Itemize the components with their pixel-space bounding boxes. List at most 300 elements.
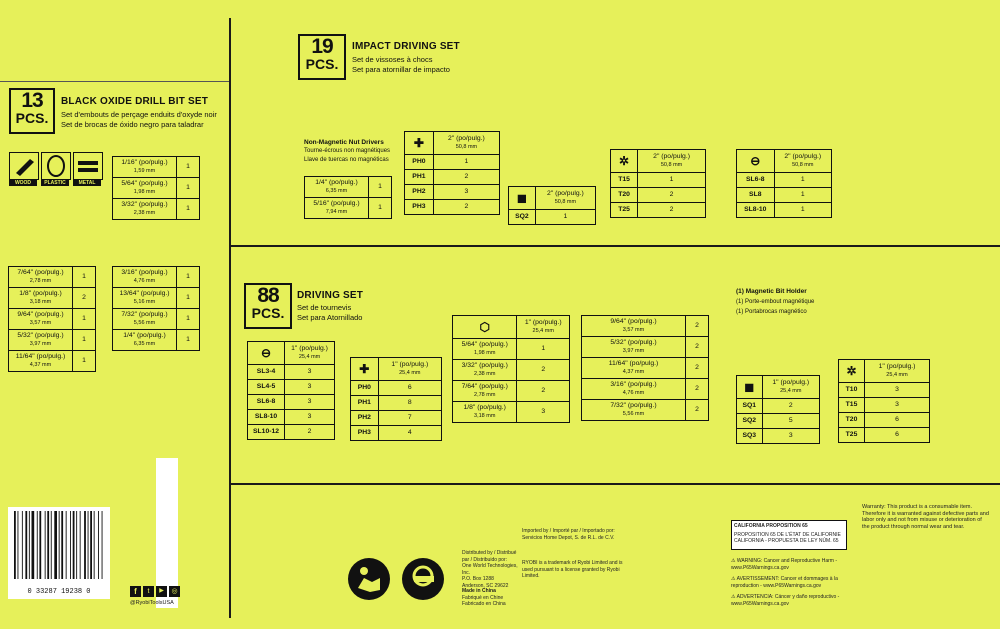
tip-label: T15 bbox=[611, 173, 638, 188]
drill-table-2 bbox=[8, 266, 96, 372]
social-icons bbox=[130, 586, 180, 597]
drill-title-es: Set de brocas de óxido negro para taladrar bbox=[61, 120, 204, 129]
length-label: 2" (po/pulg.) bbox=[448, 135, 485, 142]
phillips-icon: ✚ bbox=[351, 358, 379, 381]
length-label: 1" (po/pulg.) bbox=[878, 363, 916, 370]
size-cell bbox=[305, 177, 369, 198]
driving-ph-table bbox=[350, 357, 442, 441]
tip-label: PH3 bbox=[405, 200, 434, 215]
qty-cell: 8 bbox=[378, 396, 441, 411]
size-mm: 3,57 mm bbox=[622, 327, 645, 333]
size-mm: 4,37 mm bbox=[622, 369, 645, 375]
size-label: 1/4" (po/pulg.) bbox=[123, 332, 166, 339]
driving-title-es: Set para Atornillado bbox=[297, 313, 363, 322]
size-mm: 3,18 mm bbox=[29, 299, 52, 305]
drill-table-3 bbox=[112, 266, 200, 351]
instagram-icon[interactable]: ◎ bbox=[169, 586, 180, 597]
table-row bbox=[737, 414, 820, 429]
size-cell bbox=[453, 360, 517, 381]
material-icons bbox=[9, 152, 105, 192]
driving-t-table bbox=[838, 359, 930, 443]
tip-label: T15 bbox=[839, 398, 865, 413]
size-cell bbox=[113, 199, 177, 220]
qty-cell: 2 bbox=[686, 316, 709, 337]
importer-text: Imported by / Importé par / Importado por: Servicios Home Depot, S. de R.L. de C.V. bbox=[522, 528, 615, 541]
size-cell bbox=[305, 198, 369, 219]
length-header bbox=[378, 358, 441, 381]
nut-title-fr: Tourne-écrous non magnétiques bbox=[304, 148, 391, 154]
size-label: 1/8" (po/pulg.) bbox=[463, 404, 506, 411]
qty-cell: 3 bbox=[517, 402, 570, 423]
tip-label: SQ2 bbox=[509, 210, 536, 225]
nut-title-es: Llave de tuercas no magnéticas bbox=[304, 157, 389, 163]
size-label: 5/32" (po/pulg.) bbox=[610, 339, 657, 346]
length-mm: 25,4 mm bbox=[886, 372, 908, 378]
size-mm: 5,56 mm bbox=[622, 411, 645, 417]
table-row bbox=[305, 198, 392, 219]
qty-cell: 3 bbox=[865, 398, 930, 413]
length-label: 1" (po/pulg.) bbox=[524, 319, 562, 326]
plastic-icon bbox=[41, 152, 71, 180]
table-row bbox=[113, 330, 200, 351]
size-mm: 3,97 mm bbox=[622, 348, 645, 354]
length-mm: 25,4 mm bbox=[532, 328, 554, 334]
tip-label: PH0 bbox=[351, 381, 379, 396]
qty-cell: 3 bbox=[285, 410, 335, 425]
prop65-warning: ⚠ WARNING: Cancer and Reproductive Harm - www.P65Warnings.ca.gov ⚠ AVERTISSEMENT: Cancer et dommages à la reproduction - www.P65Warnings.ca.gov ⚠ ADVERTENCIA: Cáncer y daño reproductivo - www.P65Warnings.ca.gov bbox=[731, 558, 840, 607]
length-header bbox=[535, 187, 595, 210]
holder-label: (1) Magnetic Bit Holder bbox=[736, 288, 807, 295]
driving-hex-table-1 bbox=[452, 315, 570, 423]
qty-cell: 1 bbox=[774, 173, 831, 188]
table-row bbox=[405, 155, 500, 170]
drill-pcs: PCS. bbox=[15, 110, 49, 126]
qty-cell: 1 bbox=[369, 198, 392, 219]
size-cell bbox=[9, 330, 73, 351]
table-header bbox=[611, 150, 706, 173]
divider-left bbox=[0, 81, 229, 82]
size-cell bbox=[113, 267, 177, 288]
qty-cell: 1 bbox=[73, 267, 96, 288]
qty-cell: 3 bbox=[433, 185, 499, 200]
size-cell bbox=[582, 337, 686, 358]
wood-icon bbox=[9, 152, 39, 180]
length-label: 1" (po/pulg.) bbox=[772, 379, 810, 386]
tip-label: SQ1 bbox=[737, 399, 763, 414]
made-in-block: Made in China Fabriqué en Chine Fabricado en China bbox=[462, 588, 506, 607]
size-mm: 7,94 mm bbox=[325, 209, 348, 215]
size-mm: 4,37 mm bbox=[29, 362, 52, 368]
square-icon: ◼ bbox=[737, 376, 763, 399]
qty-cell: 5 bbox=[762, 414, 819, 429]
table-header bbox=[509, 187, 596, 210]
tip-label: PH1 bbox=[405, 170, 434, 185]
table-row bbox=[453, 381, 570, 402]
tip-label: SL4-5 bbox=[248, 380, 285, 395]
table-row bbox=[9, 330, 96, 351]
qty-cell: 2 bbox=[73, 288, 96, 309]
length-mm: 25,4 mm bbox=[780, 388, 802, 394]
length-header bbox=[433, 132, 499, 155]
size-mm: 1,98 mm bbox=[133, 189, 156, 195]
torx-icon: ✲ bbox=[839, 360, 865, 383]
size-cell bbox=[453, 339, 517, 360]
hex-icon: ⬡ bbox=[453, 316, 517, 339]
size-mm: 5,16 mm bbox=[133, 299, 156, 305]
table-row bbox=[737, 429, 820, 444]
qty-cell: 6 bbox=[865, 428, 930, 443]
qty-cell: 2 bbox=[762, 399, 819, 414]
size-label: 9/64" (po/pulg.) bbox=[17, 311, 64, 318]
qty-cell: 2 bbox=[686, 358, 709, 379]
drill-count-box bbox=[9, 88, 55, 134]
nut-table bbox=[304, 176, 392, 219]
slotted-icon: ⊖ bbox=[248, 342, 285, 365]
qty-cell: 6 bbox=[378, 381, 441, 396]
slotted-icon: ⊖ bbox=[737, 150, 775, 173]
table-header bbox=[405, 132, 500, 155]
qty-cell: 2 bbox=[638, 188, 706, 203]
size-label: 11/64" (po/pulg.) bbox=[15, 353, 66, 360]
nut-title: Non-Magnetic Nut Drivers bbox=[304, 139, 384, 146]
table-row bbox=[248, 365, 335, 380]
size-cell bbox=[453, 402, 517, 423]
length-header bbox=[762, 376, 819, 399]
size-mm: 6,35 mm bbox=[325, 188, 348, 194]
size-label: 1/4" (po/pulg.) bbox=[315, 179, 358, 186]
table-row bbox=[509, 210, 596, 225]
size-label: 5/16" (po/pulg.) bbox=[313, 200, 360, 207]
tip-label: SL6-8 bbox=[248, 395, 285, 410]
impact-pcs: PCS. bbox=[305, 56, 339, 72]
qty-cell: 2 bbox=[433, 170, 499, 185]
qty-cell: 1 bbox=[177, 288, 200, 309]
table-row bbox=[248, 425, 335, 440]
table-row bbox=[9, 351, 96, 372]
size-mm: 3,57 mm bbox=[29, 320, 52, 326]
qty-cell: 1 bbox=[369, 177, 392, 198]
table-row bbox=[582, 379, 709, 400]
length-mm: 50,8 mm bbox=[660, 162, 683, 168]
driving-title-fr: Set de tournevis bbox=[297, 303, 352, 312]
table-row bbox=[582, 358, 709, 379]
table-row bbox=[453, 339, 570, 360]
facebook-icon[interactable]: f bbox=[130, 586, 141, 597]
divider-vertical bbox=[229, 18, 231, 618]
tip-label: SQ2 bbox=[737, 414, 763, 429]
tip-label: SL8-10 bbox=[737, 203, 775, 218]
table-row bbox=[248, 380, 335, 395]
holder-label-fr: (1) Porte-embout magnétique bbox=[736, 299, 815, 305]
driving-count-box bbox=[244, 283, 292, 329]
size-cell bbox=[9, 351, 73, 372]
size-label: 1/16" (po/pulg.) bbox=[121, 159, 168, 166]
table-row bbox=[839, 428, 930, 443]
table-row bbox=[611, 188, 706, 203]
impact-t-table bbox=[610, 149, 706, 218]
qty-cell: 2 bbox=[285, 425, 335, 440]
tip-label: T20 bbox=[839, 413, 865, 428]
qty-cell: 3 bbox=[285, 380, 335, 395]
table-row bbox=[611, 203, 706, 218]
size-cell bbox=[582, 358, 686, 379]
table-row bbox=[113, 199, 200, 220]
size-cell bbox=[113, 178, 177, 199]
length-label: 2" (po/pulg.) bbox=[784, 153, 822, 160]
table-row bbox=[9, 288, 96, 309]
qty-cell: 6 bbox=[865, 413, 930, 428]
size-label: 13/64" (po/pulg.) bbox=[119, 290, 170, 297]
table-row bbox=[405, 185, 500, 200]
impact-sq-table bbox=[508, 186, 596, 225]
barcode-digits: 0 33287 19238 0 bbox=[27, 588, 91, 596]
phillips-icon: ✚ bbox=[405, 132, 434, 155]
table-row bbox=[305, 177, 392, 198]
twitter-icon[interactable]: t bbox=[143, 586, 154, 597]
qty-cell: 1 bbox=[177, 178, 200, 199]
warning-triangle-icon: ⚠ bbox=[731, 594, 736, 600]
qty-cell: 2 bbox=[517, 381, 570, 402]
length-header bbox=[517, 316, 570, 339]
qty-cell: 3 bbox=[762, 429, 819, 444]
table-row bbox=[453, 402, 570, 423]
qty-cell: 1 bbox=[73, 309, 96, 330]
driving-sl-table bbox=[247, 341, 335, 440]
table-row bbox=[453, 360, 570, 381]
qty-cell: 2 bbox=[517, 360, 570, 381]
impact-sl-table bbox=[736, 149, 832, 218]
qty-cell: 2 bbox=[686, 379, 709, 400]
table-header bbox=[453, 316, 570, 339]
tip-label: PH3 bbox=[351, 426, 379, 441]
size-label: 1/8" (po/pulg.) bbox=[19, 290, 62, 297]
qty-cell: 1 bbox=[638, 173, 706, 188]
size-label: 7/32" (po/pulg.) bbox=[610, 402, 657, 409]
size-label: 3/16" (po/pulg.) bbox=[610, 381, 657, 388]
table-row bbox=[839, 398, 930, 413]
table-row bbox=[9, 267, 96, 288]
table-header bbox=[737, 376, 820, 399]
qty-cell: 1 bbox=[774, 203, 831, 218]
driving-sq-table bbox=[736, 375, 820, 444]
tip-label: T20 bbox=[611, 188, 638, 203]
length-mm: 50,8 mm bbox=[792, 162, 814, 168]
qty-cell: 1 bbox=[517, 339, 570, 360]
qty-cell: 2 bbox=[433, 200, 499, 215]
barcode bbox=[8, 507, 110, 599]
table-row bbox=[351, 381, 442, 396]
length-mm: 50,8 mm bbox=[554, 199, 577, 205]
table-row bbox=[737, 203, 832, 218]
length-mm: 25,4 mm bbox=[399, 370, 421, 376]
size-label: 9/64" (po/pulg.) bbox=[610, 318, 657, 325]
length-mm: 25,4 mm bbox=[298, 354, 321, 360]
youtube-icon[interactable]: ▶ bbox=[156, 586, 167, 597]
drill-title-fr: Set d'embouts de perçage enduits d'oxyde noir bbox=[61, 110, 217, 119]
size-cell bbox=[582, 316, 686, 337]
tip-label: PH1 bbox=[351, 396, 379, 411]
social-handle: @RyobiToolsUSA bbox=[130, 600, 174, 606]
table-row bbox=[113, 288, 200, 309]
size-mm: 2,38 mm bbox=[474, 371, 496, 377]
qty-cell: 1 bbox=[177, 157, 200, 178]
tip-label: T25 bbox=[839, 428, 865, 443]
table-row bbox=[351, 426, 442, 441]
size-mm: 2,38 mm bbox=[133, 210, 156, 216]
table-row bbox=[839, 413, 930, 428]
length-header bbox=[865, 360, 930, 383]
eye-protection-icon bbox=[402, 558, 444, 600]
table-row bbox=[248, 395, 335, 410]
tip-label: SL8-10 bbox=[248, 410, 285, 425]
qty-cell: 1 bbox=[433, 155, 499, 170]
table-row bbox=[405, 170, 500, 185]
qty-cell: 1 bbox=[73, 330, 96, 351]
read-manual-icon bbox=[348, 558, 390, 600]
size-label: 7/64" (po/pulg.) bbox=[461, 383, 508, 390]
table-row bbox=[737, 188, 832, 203]
size-mm: 2,78 mm bbox=[474, 392, 496, 398]
length-label: 2" (po/pulg.) bbox=[547, 190, 584, 197]
trademark-text: RYOBI is a trademark of Ryobi Limited and is used pursuant to a license granted by Ryobi Limited. bbox=[522, 560, 623, 579]
size-cell bbox=[582, 400, 686, 421]
size-cell bbox=[113, 330, 177, 351]
length-header bbox=[285, 342, 335, 365]
tip-label: PH2 bbox=[405, 185, 434, 200]
size-cell bbox=[9, 267, 73, 288]
driving-title: DRIVING SET bbox=[297, 290, 364, 301]
length-mm: 50,8 mm bbox=[455, 144, 478, 150]
distributor-block: Distributed by / Distribué par / Distribuido por: One World Technologies, Inc. P.O. Box 1288 Anderson, SC 29622 bbox=[462, 550, 518, 589]
table-header bbox=[351, 358, 442, 381]
length-label: 1" (po/pulg.) bbox=[291, 345, 328, 352]
table-row bbox=[113, 178, 200, 199]
qty-cell: 2 bbox=[638, 203, 706, 218]
table-row bbox=[582, 316, 709, 337]
tip-label: SL10-12 bbox=[248, 425, 285, 440]
tip-label: T25 bbox=[611, 203, 638, 218]
drill-table-1 bbox=[112, 156, 200, 220]
impact-count: 19 bbox=[311, 35, 333, 58]
drill-title: BLACK OXIDE DRILL BIT SET bbox=[61, 96, 209, 107]
size-label: 3/32" (po/pulg.) bbox=[121, 201, 168, 208]
size-cell bbox=[9, 288, 73, 309]
qty-cell: 2 bbox=[686, 400, 709, 421]
size-label: 5/32" (po/pulg.) bbox=[17, 332, 64, 339]
plastic-label: PLASTIC bbox=[41, 180, 69, 186]
qty-cell: 2 bbox=[686, 337, 709, 358]
size-mm: 1,59 mm bbox=[133, 168, 156, 174]
qty-cell: 1 bbox=[535, 210, 595, 225]
size-label: 3/32" (po/pulg.) bbox=[461, 362, 508, 369]
length-header bbox=[774, 150, 831, 173]
warning-triangle-icon: ⚠ bbox=[731, 558, 736, 564]
divider-horizontal-mid bbox=[229, 245, 1000, 247]
driving-pcs: PCS. bbox=[251, 305, 285, 321]
qty-cell: 3 bbox=[285, 365, 335, 380]
length-label: 1" (po/pulg.) bbox=[391, 361, 429, 368]
qty-cell: 3 bbox=[865, 383, 930, 398]
driving-hex-table-2 bbox=[581, 315, 709, 421]
driving-count: 88 bbox=[257, 284, 279, 307]
tip-label: PH2 bbox=[351, 411, 379, 426]
tip-label: SL8 bbox=[737, 188, 775, 203]
tip-label: SL3-4 bbox=[248, 365, 285, 380]
qty-cell: 7 bbox=[378, 411, 441, 426]
table-header bbox=[248, 342, 335, 365]
size-label: 3/16" (po/pulg.) bbox=[121, 269, 168, 276]
size-cell bbox=[9, 309, 73, 330]
length-label: 2" (po/pulg.) bbox=[653, 153, 690, 160]
size-mm: 5,56 mm bbox=[133, 320, 156, 326]
drill-count: 13 bbox=[21, 89, 43, 112]
holder-label-es: (1) Portabrocas magnético bbox=[736, 309, 807, 315]
metal-label: METAL bbox=[73, 180, 101, 186]
length-header bbox=[638, 150, 706, 173]
table-header bbox=[737, 150, 832, 173]
size-cell bbox=[113, 157, 177, 178]
size-label: 5/64" (po/pulg.) bbox=[121, 180, 168, 187]
tip-label: SL6-8 bbox=[737, 173, 775, 188]
size-mm: 6,35 mm bbox=[133, 341, 156, 347]
qty-cell: 1 bbox=[177, 267, 200, 288]
qty-cell: 3 bbox=[285, 395, 335, 410]
qty-cell: 1 bbox=[774, 188, 831, 203]
impact-ph-table bbox=[404, 131, 500, 215]
table-row bbox=[582, 337, 709, 358]
table-row bbox=[839, 383, 930, 398]
impact-title-fr: Set de vissoses à chocs bbox=[352, 55, 433, 64]
impact-title: IMPACT DRIVING SET bbox=[352, 41, 460, 52]
tip-label: T10 bbox=[839, 383, 865, 398]
size-label: 7/64" (po/pulg.) bbox=[17, 269, 64, 276]
qty-cell: 1 bbox=[73, 351, 96, 372]
prop65-header: CALIFORNIA PROPOSITION 65 PROPOSITION 65 DE L'ÉTAT DE CALIFORNIE CALIFORNIA - PROPUESTA DE LEY NÚM. 65 bbox=[731, 520, 847, 550]
table-row bbox=[351, 411, 442, 426]
warranty-text: Warranty: This product is a consumable item. Therefore it is warranted against defective parts and labor only and not from misuse or deterioration of the product through normal wear and tear. bbox=[862, 504, 989, 530]
size-cell bbox=[113, 288, 177, 309]
size-cell bbox=[113, 309, 177, 330]
square-icon: ◼ bbox=[509, 187, 536, 210]
torx-icon: ✲ bbox=[611, 150, 638, 173]
table-header bbox=[839, 360, 930, 383]
tip-label: SQ3 bbox=[737, 429, 763, 444]
size-mm: 3,97 mm bbox=[29, 341, 52, 347]
table-row bbox=[113, 309, 200, 330]
size-label: 5/64" (po/pulg.) bbox=[461, 341, 508, 348]
size-label: 7/32" (po/pulg.) bbox=[121, 311, 168, 318]
qty-cell: 1 bbox=[177, 309, 200, 330]
table-row bbox=[737, 399, 820, 414]
size-cell bbox=[582, 379, 686, 400]
qty-cell: 4 bbox=[378, 426, 441, 441]
table-row bbox=[248, 410, 335, 425]
qty-cell: 1 bbox=[177, 199, 200, 220]
impact-count-box bbox=[298, 34, 346, 80]
table-row bbox=[405, 200, 500, 215]
size-cell bbox=[453, 381, 517, 402]
impact-title-es: Set para atornillar de impacto bbox=[352, 65, 450, 74]
divider-horizontal-bottom bbox=[229, 483, 1000, 485]
wood-label: WOOD bbox=[9, 180, 37, 186]
size-mm: 4,76 mm bbox=[622, 390, 645, 396]
table-row bbox=[582, 400, 709, 421]
size-label: 11/64" (po/pulg.) bbox=[608, 360, 659, 367]
tip-label: PH0 bbox=[405, 155, 434, 170]
size-mm: 1,98 mm bbox=[474, 350, 496, 356]
table-row bbox=[113, 157, 200, 178]
table-row bbox=[351, 396, 442, 411]
